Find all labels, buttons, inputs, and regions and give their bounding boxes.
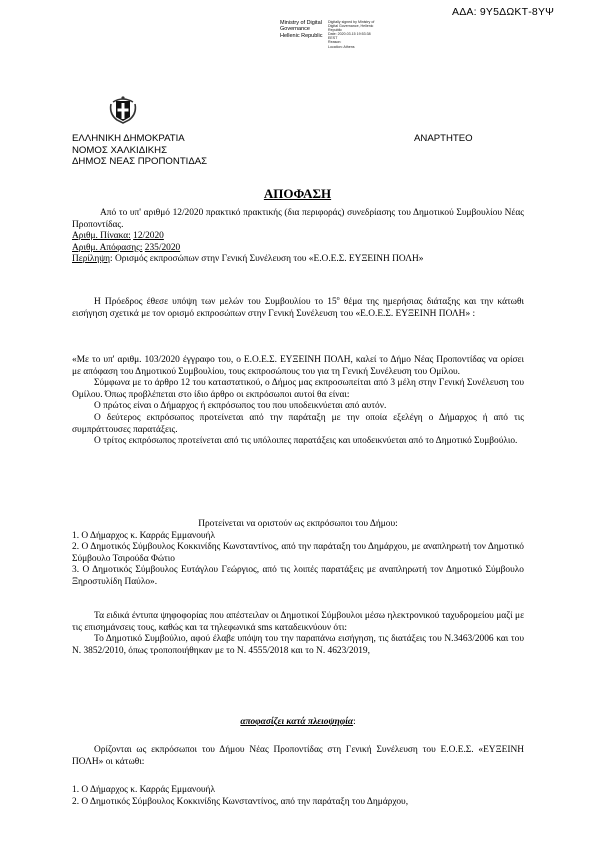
summary-text: : Ορισμός εκπροσώπων στην Γενική Συνέλευση του «Ε.Ο.Ε.Σ. ΕΥΞΕΙΝΗ ΠΟΛΗ» (110, 254, 424, 265)
quote-paragraph: Ο τρίτος εκπρόσωπος προτείνεται από τις υπόλοιπες παρατάξεις και υποδεικνύεται από το Δημοτικό Συμβούλιο. (94, 436, 518, 447)
signature-line: Ministry of Digital (280, 20, 322, 26)
final-list (72, 785, 524, 808)
decision-colon: : (353, 717, 356, 727)
decision-heading (72, 717, 524, 729)
table-number (72, 231, 524, 243)
quote-paragraph: «Με το υπ' αριθμ. 103/2020 έγγραφο του, ο Ε.Ο.Ε.Σ. ΕΥΞΕΙΝΗ ΠΟΛΗ, καλεί το Δήμο Νέας Προποντίδας να ορίσει με απόφαση του Δημοτικού Συμβουλίου, τους εκπροσώπους του για τη Γενική Συνέλευση του Ομίλου. (72, 355, 524, 377)
quote-paragraph: Σύμφωνα με το άρθρο 12 του καταστατικού, ο Δήμος μας εκπροσωπείται από 3 μέλη στην Γενική Συνέλευση του Ομίλου. Όπως προβλέπεται στο ίδιο άρθρο οι εκπρόσωποι αυτοί θα είναι: (72, 378, 524, 400)
voting-paragraph (72, 611, 524, 657)
signature-detail: Republic (328, 28, 342, 33)
p1-text: Η Πρόεδρος έθεσε υπόψη των μελών του Συμβουλίου το 15 (94, 297, 337, 307)
proposed-representatives (72, 519, 524, 589)
list-item: 2. Ο Δημοτικός Σύμβουλος Κοκκινίδης Κωνσταντίνος, από την παράταξη του Δημάρχου, (72, 796, 409, 807)
meta-block (72, 208, 524, 266)
document-title: ΑΠΟΦΑΣΗ (263, 186, 332, 201)
signature-detail: Date: 2020.03.15 19:53:38 (328, 32, 371, 37)
list-item: 3. Ο Δημοτικός Σύμβουλος Ευτάγλου Γεώργιος, από τις λοιπές παρατάξεις με αναπληρωτή τον Δημοτικό Σύμβουλο Ξηροστυλίδη Παύλο». (72, 565, 524, 587)
posting-label: ΑΝΑΡΤΗΤΕΟ (414, 133, 473, 144)
signature-detail: Location: Athens (328, 44, 355, 49)
signature-line: Governance (280, 26, 310, 33)
greek-coat-of-arms-icon (105, 90, 141, 126)
proposal-quote (72, 355, 524, 448)
summary (72, 254, 524, 266)
issuer-line: ΕΛΛΗΝΙΚΗ ΔΗΜΟΚΡΑΤΙΑ (72, 133, 185, 144)
ada-code: ΑΔΑ: 9Υ5ΔΩΚΤ-8ΥΨ (452, 6, 555, 18)
list-item: 1. Ο Δήμαρχος κ. Καρράς Εμμανουήλ (72, 785, 215, 795)
decision-number (72, 243, 524, 255)
voting-text: Τα ειδικά έντυπα ψηφοφορίας που απέστειλαν οι Δημοτικοί Σύμβουλοι μέσω ηλεκτρονικού ταχυδρομείου μαζί με τις επισημάνσεις τους, καθώς και τα τηλεφωνικά sms καταδεικνύουν ότι: (72, 611, 524, 633)
final-paragraph (72, 745, 524, 768)
list-item: 1. Ο Δήμαρχος κ. Καρράς Εμμανουήλ (72, 530, 215, 541)
quote-paragraph: Ο πρώτος είναι ο Δήμαρχος ή εκπρόσωπος του που υποδεικνύεται από αυτόν. (94, 401, 387, 412)
issuer-line: ΔΗΜΟΣ ΝΕΑΣ ΠΡΟΠΟΝΤΙΔΑΣ (72, 156, 208, 167)
signature-line: Hellenic Republic (280, 32, 323, 39)
decision-number-label: Αριθμ. Απόφασης: (72, 242, 143, 253)
signature-detail: Reason: (328, 40, 342, 45)
signature-detail: Digital Governance, Hellenic (328, 24, 374, 29)
p1-superscript: ο (336, 295, 340, 302)
final-text: Ορίζονται ως εκπρόσωποι του Δήμου Νέας Προποντίδας στη Γενική Συνέλευση του Ε.Ο.Ε.Σ. «ΕΥΞΕΙΝΗ ΠΟΛΗ» οι κάτωθι: (72, 745, 524, 767)
decision-label: αποφασίζει κατά πλειοψηφία (240, 717, 354, 727)
summary-label: Περίληψη (72, 254, 111, 265)
proposal-heading: Προτείνεται να οριστούν ως εκπρόσωποι του Δήμου: (198, 519, 398, 529)
list-item: 2. Ο Δημοτικός Σύμβουλος Κοκκινίδης Κωνσταντίνος, από την παράταξη του Δημάρχου, με αναπληρωτή τον Δημοτικό Σύμβουλο Τσιρούδα Φώτιο (72, 542, 524, 564)
signature-detail: Digitally signed by Ministry of (328, 20, 375, 24)
table-number-value: 12/2020 (133, 231, 164, 242)
considerations-text: Το Δημοτικό Συμβούλιο, αφού έλαβε υπόψη του την παραπάνω εισήγηση, τις διατάξεις του Ν.3463/2006 και του Ν. 3852/2010, όπως τροποποιήθηκαν με το Ν. 4555/2018 και το Ν. 4623/2019, (72, 634, 524, 656)
signature-detail: EEST (328, 36, 338, 41)
issuer-header (72, 133, 207, 168)
quote-paragraph: Ο δεύτερος εκπρόσωπος προτείνεται από την παράταξη με την οποία εξελέγη ο Δήμαρχος ή από τις συμπράττουσες παρατάξεις. (72, 412, 524, 435)
issuer-line: ΝΟΜΟΣ ΧΑΛΚΙΔΙΚΗΣ (72, 144, 168, 156)
p1-text-end: θέμα της ημερήσιας διάταξης και την κάτωθι εισήγηση σχετικά με τον ορισμό εκπροσώπων στην Γενική Συνέλευση του «Ε.Ο.Ε.Σ. ΕΥΞΕΙΝΗ ΠΟΛΗ» : (72, 297, 524, 319)
table-number-label: Αριθμ. Πίνακα: (72, 231, 131, 242)
intro-paragraph: Από το υπ' αριθμό 12/2020 πρακτικό πρακτικής (δια περιφοράς) συνεδρίασης του Δημοτικού Συμβουλίου Νέας Προποντίδας. (72, 208, 524, 230)
paragraph-1 (72, 297, 524, 320)
decision-number-value: 235/2020 (144, 242, 181, 253)
